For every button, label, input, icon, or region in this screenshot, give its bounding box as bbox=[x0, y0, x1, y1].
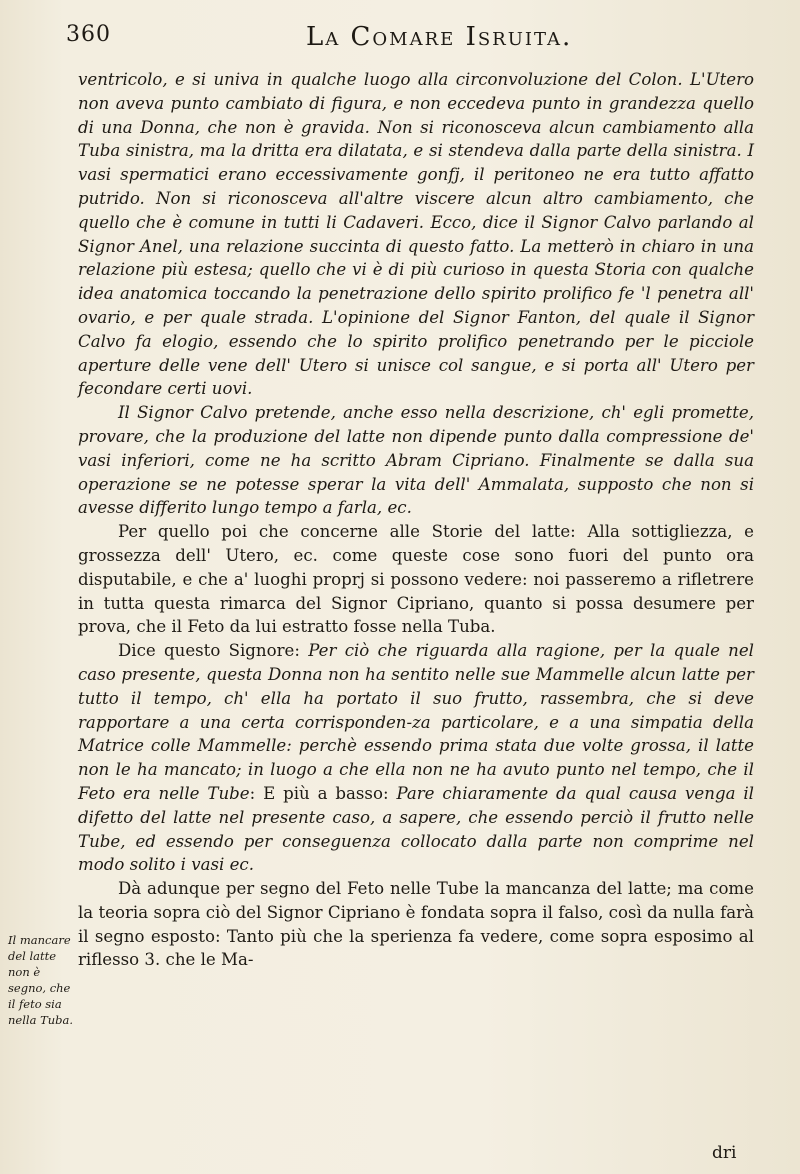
catchword: dri bbox=[712, 1143, 737, 1163]
margin-note: Il mancare del latte non è segno, che il feto sia nella Tuba. bbox=[8, 933, 74, 1027]
paragraph: Dà adunque per segno del Feto nelle Tube la mancanza del latte; ma come la teoria sopra ciò del Signor Cipriano è fondata sopra il falso, così da nulla farà il segno esposto: Tanto più che la sperienza fa vedere, come sopra esposimo al riflesso 3. che le Ma- bbox=[78, 879, 754, 970]
page-number: 360 bbox=[66, 22, 111, 47]
paragraph: Per quello poi che concerne alle Storie del latte: Alla sottigliezza, e grossezza dell' Utero, ec. come queste cose sono fuori del punto ora disputabile, e che a' luoghi proprj si possono vedere: noi passeremo a rifletrere in tutta questa rimarca del Signor Cipriano, quanto si possa desumere per prova, che il Feto da lui estratto fosse nella Tuba. bbox=[78, 522, 754, 637]
paragraph bbox=[78, 639, 754, 877]
quotation: Per ciò che riguarda alla ragione, per la quale nel caso presente, questa Donna non ha sentito nelle sue Mammelle alcun latte per tutto il tempo, ch' ella ha portato il suo frutto, rassembra, che si deve rapportare a una certa corrisponden-za particolare, e a una simpatia della Matrice colle Mammelle: perchè essendo prima stata due volte grossa, il latte non le ha mancato; in luogo a che ella non ne ha avuto punto nel tempo, che il Feto era nelle Tube bbox=[78, 641, 754, 803]
paragraph-connector: : E più a basso: bbox=[249, 783, 397, 803]
paragraph: Il Signor Calvo pretende, anche esso nella descrizione, ch' egli promette, provare, che la produzione del latte non dipende punto dalla compressione de' vasi inferiori, come ne ha scritto Abram Cipriano. Finalmente se dalla sua operazione se ne potesse sperar la vita dell' Ammalata, supposto che non si avesse differito lungo tempo a farla, ec. bbox=[78, 403, 754, 518]
running-head: La Comare Isruita. bbox=[306, 22, 573, 52]
paragraph-lead: Dice questo Signore: bbox=[118, 641, 309, 661]
text-body bbox=[78, 68, 754, 972]
paragraph: ventricolo, e si univa in qualche luogo alla circonvoluzione del Colon. L'Utero non aveva punto cambiato di figura, e non eccedeva punto in grandezza quello di una Donna, che non è gravida. Non si riconosceva alcun cambiamento alla Tuba sinistra, ma la dritta era dilatata, e si stendeva dalla parte della sinistra. I vasi spermatici erano eccessivamente gonfj, il peritoneo ne era tutto affatto putrido. Non si riconosceva all'altre viscere alcun altro cambiamento, che quello che è comune in tutti li Cadaveri. Ecco, dice il Signor Calvo parlando al Signor Anel, una relazione succinta di questo fatto. La metterò in chiaro in una relazione più estesa; quello che vi è di più curioso in questa Storia con qualche idea anatomica toccando la penetrazione dello spirito prolifico fe 'l penetra all' ovario, e per quale strada. L'opinione del Signor Fanton, del quale il Signor Calvo fa elogio, essendo che lo spirito prolifico penetrando per le picciole aperture delle vene dell' Utero si unisce col sangue, e si porta all' Utero per fecondare certi uovi. bbox=[78, 70, 754, 399]
page-header bbox=[66, 22, 746, 62]
quotation: Pare chiaramente da qual causa venga il difetto del latte nel presente caso, a sapere, che essendo perciò il frutto nelle Tube, ed essendo per conseguenza collocato dalla parte non comprime nel modo solito i vasi ec. bbox=[78, 783, 754, 875]
